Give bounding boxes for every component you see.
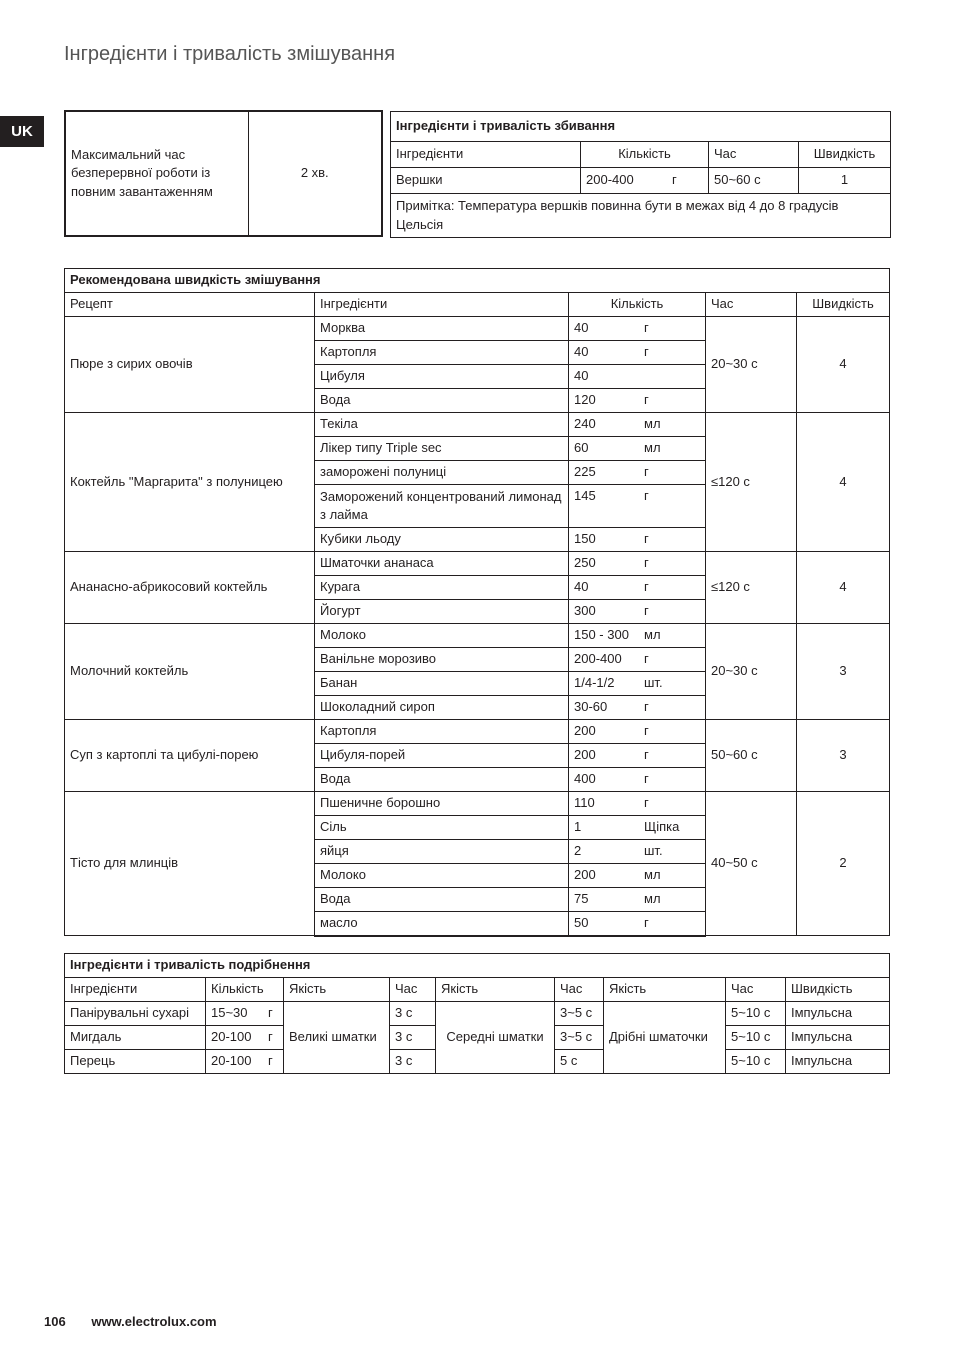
ingredient-name: Морква xyxy=(315,317,569,341)
ingredient-name: Шоколадний сироп xyxy=(315,696,569,720)
recipe-time: 50~60 с xyxy=(706,720,797,792)
qty-unit: г xyxy=(644,915,649,930)
qty-value: 145 xyxy=(574,488,596,503)
whip-header-ingredients: Інгредієнти xyxy=(391,142,581,168)
ingredient-name: Курага xyxy=(315,576,569,600)
qty-unit: мл xyxy=(644,627,661,642)
ingredient-name: заморожені полуниці xyxy=(315,461,569,485)
recipe-time: 20~30 с xyxy=(706,317,797,413)
ingredient-qty xyxy=(569,485,706,528)
qty-unit: шт. xyxy=(644,675,663,690)
qty-value: 20-100 xyxy=(211,1053,252,1069)
recommended-title: Рекомендована швидкість змішування xyxy=(65,269,890,293)
ingredient-qty xyxy=(569,840,706,864)
qty-unit: г xyxy=(644,579,649,594)
qty-value: 200-400 xyxy=(574,651,622,666)
chop-time-small: 5~10 с xyxy=(726,1002,786,1026)
ingredient-qty xyxy=(569,317,706,341)
ingredient-qty xyxy=(569,672,706,696)
recipe-speed: 4 xyxy=(797,317,890,413)
ingredient-name: Лікер типу Triple sec xyxy=(315,437,569,461)
qty-value: 400 xyxy=(574,771,596,786)
ingredient-name: Цибуля-порей xyxy=(315,744,569,768)
ingredient-qty xyxy=(569,768,706,792)
qty-value: 120 xyxy=(574,392,596,407)
ingredient-name: Цибуля xyxy=(315,365,569,389)
chop-qty xyxy=(206,1050,284,1074)
qty-value: 200 xyxy=(574,723,596,738)
qty-unit: г xyxy=(644,603,649,618)
ingredient-name: Йогурт xyxy=(315,600,569,624)
qty-value: 240 xyxy=(574,416,596,431)
max-time-label: Максимальний час безперервної роботи із повним завантаженням xyxy=(65,111,248,236)
qty-value: 2 xyxy=(574,843,582,858)
qty-unit: шт. xyxy=(644,843,663,858)
qty-unit: мл xyxy=(644,416,661,431)
ingredient-qty xyxy=(569,624,706,648)
ingredient-name: Вода xyxy=(315,768,569,792)
whip-speed: 1 xyxy=(799,168,891,194)
qty-value: 225 xyxy=(574,464,596,479)
qty-value: 300 xyxy=(574,603,596,618)
chop-time-large: 3 с xyxy=(390,1002,436,1026)
chop-header: Час xyxy=(726,978,786,1002)
qty-unit: г xyxy=(644,555,649,570)
ingredient-name: Вода xyxy=(315,389,569,413)
chop-speed: Імпульсна xyxy=(786,1002,890,1026)
qty-value: 1/4-1/2 xyxy=(574,675,615,690)
qty-value: 40 xyxy=(574,579,589,594)
recipe-name: Тісто для млинців xyxy=(65,792,315,936)
ingredient-name: Шматочки ананаса xyxy=(315,552,569,576)
qty-value: 200 xyxy=(574,867,596,882)
qty-unit: г xyxy=(268,1029,273,1045)
max-time-value: 2 хв. xyxy=(248,111,382,236)
recommended-speed-table xyxy=(64,268,890,937)
ingredient-qty xyxy=(569,744,706,768)
page-title: Інгредієнти і тривалість змішування xyxy=(64,43,396,65)
qty-unit: мл xyxy=(644,891,661,906)
qty-value: 40 xyxy=(574,368,589,383)
ingredient-name: масло xyxy=(315,912,569,936)
table-row xyxy=(65,1002,890,1026)
max-time-table xyxy=(64,110,383,237)
footer xyxy=(44,1314,239,1329)
recipe-name: Молочний коктейль xyxy=(65,624,315,720)
ingredient-qty xyxy=(569,528,706,552)
whip-header-time: Час xyxy=(709,142,799,168)
qty-unit: г xyxy=(644,747,649,762)
language-tab: UK xyxy=(0,116,44,147)
qty-unit: г xyxy=(644,320,649,335)
ingredient-qty xyxy=(569,389,706,413)
quality-medium: Середні шматки xyxy=(436,1002,555,1074)
footer-site: www.electrolux.com xyxy=(91,1314,217,1329)
ingredient-name: Вода xyxy=(315,888,569,912)
chopping-table xyxy=(64,953,890,1074)
ingredient-name: Картопля xyxy=(315,720,569,744)
chop-header: Час xyxy=(555,978,604,1002)
qty-value: 40 xyxy=(574,320,589,335)
qty-unit: мл xyxy=(644,440,661,455)
qty-value: 75 xyxy=(574,891,589,906)
ingredient-qty xyxy=(569,576,706,600)
rec-header-ingredients: Інгредієнти xyxy=(315,293,569,317)
whip-time: 50~60 с xyxy=(709,168,799,194)
qty-unit: г xyxy=(268,1005,273,1021)
qty-value: 1 xyxy=(574,819,582,834)
recipe-time: 20~30 с xyxy=(706,624,797,720)
recipe-speed: 2 xyxy=(797,792,890,936)
chop-time-small: 5~10 с xyxy=(726,1026,786,1050)
ingredient-qty xyxy=(569,864,706,888)
chop-time-small: 5~10 с xyxy=(726,1050,786,1074)
recipe-name: Коктейль "Маргарита" з полуницею xyxy=(65,413,315,552)
ingredient-qty xyxy=(569,365,706,389)
whip-qty-unit: г xyxy=(672,172,677,188)
ingredient-qty xyxy=(569,888,706,912)
ingredient-name: Картопля xyxy=(315,341,569,365)
recipe-speed: 4 xyxy=(797,413,890,552)
chop-header: Якість xyxy=(604,978,726,1002)
qty-unit: г xyxy=(268,1053,273,1069)
quality-large: Великі шматки xyxy=(284,1002,390,1074)
qty-unit: Щіпка xyxy=(644,819,680,834)
quality-small: Дрібні шматочки xyxy=(604,1002,726,1074)
chop-header: Кількість xyxy=(206,978,284,1002)
recipe-speed: 4 xyxy=(797,552,890,624)
ingredient-qty xyxy=(569,437,706,461)
qty-value: 40 xyxy=(574,344,589,359)
chop-ingredient: Панірувальні сухарі xyxy=(65,1002,206,1026)
qty-value: 15~30 xyxy=(211,1005,248,1021)
qty-unit: г xyxy=(644,795,649,810)
table-row xyxy=(65,792,890,816)
qty-unit: г xyxy=(644,464,649,479)
chop-qty xyxy=(206,1026,284,1050)
chop-header: Якість xyxy=(436,978,555,1002)
recipe-name: Ананасно-абрикосовий коктейль xyxy=(65,552,315,624)
qty-value: 150 xyxy=(574,531,596,546)
table-row xyxy=(65,720,890,744)
qty-value: 20-100 xyxy=(211,1029,252,1045)
ingredient-name: Ванільне морозиво xyxy=(315,648,569,672)
chopping-title: Інгредієнти і тривалість подрібнення xyxy=(65,954,890,978)
ingredient-name: Молоко xyxy=(315,624,569,648)
ingredient-name: Заморожений концентрований лимонад з лайма xyxy=(315,485,569,528)
rec-header-time: Час xyxy=(706,293,797,317)
ingredient-qty xyxy=(569,912,706,936)
qty-value: 60 xyxy=(574,440,589,455)
qty-value: 200 xyxy=(574,747,596,762)
qty-value: 50 xyxy=(574,915,589,930)
table-row xyxy=(65,317,890,341)
ingredient-name: Банан xyxy=(315,672,569,696)
whip-ingredient: Вершки xyxy=(391,168,581,194)
qty-unit: г xyxy=(644,531,649,546)
ingredient-qty xyxy=(569,720,706,744)
chop-speed: Імпульсна xyxy=(786,1026,890,1050)
chop-header: Інгредієнти xyxy=(65,978,206,1002)
rec-header-qty: Кількість xyxy=(569,293,706,317)
chop-qty xyxy=(206,1002,284,1026)
whip-header-speed: Швидкість xyxy=(799,142,891,168)
whip-qty-value: 200-400 xyxy=(586,172,634,188)
ingredient-qty xyxy=(569,792,706,816)
qty-unit: г xyxy=(644,699,649,714)
table-row xyxy=(65,624,890,648)
qty-value: 150 - 300 xyxy=(574,627,629,642)
ingredient-name: Пшеничне борошно xyxy=(315,792,569,816)
whip-note: Примітка: Температура вершків повинна бути в межах від 4 до 8 градусів Цельсія xyxy=(391,194,891,238)
chop-time-large: 3 с xyxy=(390,1050,436,1074)
chop-ingredient: Мигдаль xyxy=(65,1026,206,1050)
qty-unit: г xyxy=(644,344,649,359)
chop-time-medium: 3~5 с xyxy=(555,1002,604,1026)
ingredient-name: Кубики льоду xyxy=(315,528,569,552)
ingredient-qty xyxy=(569,696,706,720)
recipe-speed: 3 xyxy=(797,624,890,720)
chop-header: Час xyxy=(390,978,436,1002)
whip-header-qty: Кількість xyxy=(581,142,709,168)
recipe-time: ≤120 с xyxy=(706,413,797,552)
ingredient-name: Сіль xyxy=(315,816,569,840)
qty-unit: г xyxy=(644,723,649,738)
qty-unit: г xyxy=(644,651,649,666)
page-number: 106 xyxy=(44,1314,66,1329)
whip-qty xyxy=(581,168,709,194)
recipe-time: ≤120 с xyxy=(706,552,797,624)
recipe-name: Пюре з сирих овочів xyxy=(65,317,315,413)
rec-header-recipe: Рецепт xyxy=(65,293,315,317)
whipping-title: Інгредієнти і тривалість збивання xyxy=(391,112,891,142)
qty-value: 110 xyxy=(574,795,595,810)
chop-header: Якість xyxy=(284,978,390,1002)
chop-time-medium: 5 с xyxy=(555,1050,604,1074)
chop-header: Швидкість xyxy=(786,978,890,1002)
qty-unit: г xyxy=(644,392,649,407)
table-row xyxy=(65,552,890,576)
ingredient-qty xyxy=(569,600,706,624)
ingredient-qty xyxy=(569,413,706,437)
qty-value: 250 xyxy=(574,555,596,570)
ingredient-qty xyxy=(569,816,706,840)
recipe-name: Суп з картоплі та цибулі-порею xyxy=(65,720,315,792)
qty-unit: г xyxy=(644,488,649,503)
qty-unit: г xyxy=(644,771,649,786)
ingredient-name: яйця xyxy=(315,840,569,864)
ingredient-qty xyxy=(569,552,706,576)
ingredient-qty xyxy=(569,648,706,672)
ingredient-qty xyxy=(569,341,706,365)
chop-ingredient: Перець xyxy=(65,1050,206,1074)
ingredient-qty xyxy=(569,461,706,485)
rec-header-speed: Швидкість xyxy=(797,293,890,317)
ingredient-name: Текіла xyxy=(315,413,569,437)
recipe-time: 40~50 с xyxy=(706,792,797,936)
ingredient-name: Молоко xyxy=(315,864,569,888)
table-row xyxy=(65,413,890,437)
qty-unit: мл xyxy=(644,867,661,882)
chop-speed: Імпульсна xyxy=(786,1050,890,1074)
recipe-speed: 3 xyxy=(797,720,890,792)
chop-time-large: 3 с xyxy=(390,1026,436,1050)
qty-value: 30-60 xyxy=(574,699,608,714)
whipping-table xyxy=(390,111,891,238)
chop-time-medium: 3~5 с xyxy=(555,1026,604,1050)
